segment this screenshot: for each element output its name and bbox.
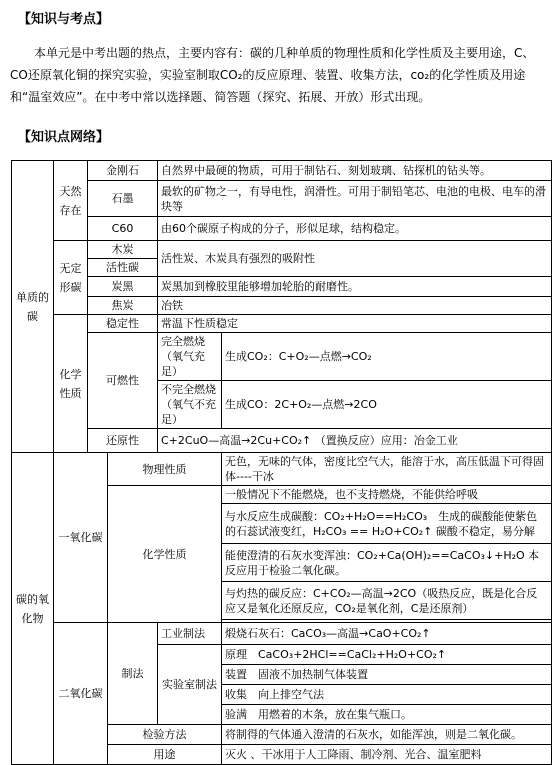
chem-properties-label: 化学性质	[54, 315, 88, 453]
graphite-desc: 最软的矿物之一，有导电性，润滑性。可用于制铅笔芯、电池的电极、电车的滑块等	[158, 181, 552, 217]
lab-principle: 原理 CaCO₃+2HCl==CaCl₂+H₂O+CO₂↑	[222, 645, 552, 665]
physical-properties-desc: 无色，无味的气体，密度比空气大，能溶于水，高压低温下可得固体----干冰	[222, 453, 552, 486]
activated-carbon-name: 活性碳	[88, 259, 158, 277]
co-label: 一氧化碳	[54, 453, 108, 623]
test-method-desc: 将制得的气体通入澄清的石灰水，如能浑浊，则是二氧化碳。	[222, 725, 552, 745]
amorphous-carbon-label: 无定形碳	[54, 241, 88, 315]
diamond-desc: 自然界中最硬的物质，可用于制钻石、刻划玻璃、钻探机的钻头等。	[158, 161, 552, 181]
incomplete-combustion-eq: 生成CO：2C+O₂—点燃→2CO	[222, 381, 552, 429]
charcoal-name: 木炭	[88, 241, 158, 259]
adsorption-desc: 活性炭、木炭具有强烈的吸附性	[158, 241, 552, 277]
lab-full-check: 验满 用燃着的木条，放在集气瓶口。	[222, 705, 552, 725]
co2-chem-row-2: 与水反应生成碳酸：CO₂+H₂O==H₂CO₃ 生成的碳酸能使紫色的石蕊试液变红，H₂CO₃ == H₂O+CO₂↑ 碳酸不稳定，易分解	[222, 504, 552, 544]
section-heading-network: 【知识点网络】	[18, 130, 110, 145]
complete-combustion: 完全燃烧（氧气充足）	[158, 333, 222, 381]
preparation-label: 制法	[108, 623, 158, 725]
co2-label: 二氧化碳	[54, 623, 108, 765]
category-carbon-oxides: 碳的氧化物	[12, 453, 54, 765]
natural-occurrence-label: 天然存在	[54, 161, 88, 241]
uses-name: 用途	[108, 745, 222, 765]
lab-method-name: 实验室制法	[158, 645, 222, 725]
industrial-method-name: 工业制法	[158, 623, 222, 645]
complete-combustion-eq: 生成CO₂：C+O₂—点燃→CO₂	[222, 333, 552, 381]
reducibility-name: 还原性	[88, 429, 158, 453]
coke-desc: 冶铁	[158, 297, 552, 315]
lab-apparatus: 装置 固液不加热制气体装置	[222, 665, 552, 685]
co2-chem-row-1: 一般情况下不能燃烧，也不支持燃烧，不能供给呼吸	[222, 486, 552, 504]
co2-chem-row-4: 与灼热的碳反应：C+CO₂—高温→2CO（吸热反应，既是化合反应又是氧化还原反应，CO₂是氧化剂，C是还原剂）	[222, 582, 552, 620]
category-elemental-carbon: 单质的碳	[12, 161, 54, 453]
knowledge-network-table	[11, 160, 552, 765]
industrial-method-desc: 煅烧石灰石：CaCO₃—高温→CaO+CO₂↑	[222, 623, 552, 645]
carbon-black-name: 炭黑	[88, 277, 158, 297]
uses-desc: 灭火 、干冰用于人工降雨、制冷剂、光合、温室肥料	[222, 745, 552, 765]
stability-desc: 常温下性质稳定	[158, 315, 552, 333]
physical-properties-name: 物理性质	[108, 453, 222, 486]
reducibility-desc: C+2CuO—高温→2Cu+CO₂↑ （置换反应）应用：冶金工业	[158, 429, 552, 453]
carbon-black-desc: 炭黑加到橡胶里能够增加轮胎的耐磨性。	[158, 277, 552, 297]
combustibility-name: 可燃性	[88, 333, 158, 429]
incomplete-combustion: 不完全燃烧（氧气不充足）	[158, 381, 222, 429]
graphite-name: 石墨	[88, 181, 158, 217]
c60-name: C60	[88, 217, 158, 241]
intro-paragraph: 本单元是中考出题的热点，主要内容有：碳的几种单质的物理性质和化学性质及主要用途，C、CO还原氧化铜的探究实验，实验室制取CO₂的反应原理、装置、收集方法，co₂的化学性质及用途和“温室效应”。在中考中常以选择题、简答题（探究、拓展、开放）形式出现。	[10, 46, 535, 104]
coke-name: 焦炭	[88, 297, 158, 315]
lab-collection: 收集 向上排空气法	[222, 685, 552, 705]
co2-chem-row-3: 能使澄清的石灰水变浑浊：CO₂+Ca(OH)₂==CaCO₃↓+H₂O 本反应用于检验二氧化碳。	[222, 544, 552, 582]
stability-name: 稳定性	[88, 315, 158, 333]
test-method-name: 检验方法	[108, 725, 222, 745]
section-heading-points: 【知识与考点】	[18, 12, 110, 27]
diamond-name: 金刚石	[88, 161, 158, 181]
co2-chem-label: 化学性质	[108, 486, 222, 623]
c60-desc: 由60个碳原子构成的分子，形似足球，结构稳定。	[158, 217, 552, 241]
